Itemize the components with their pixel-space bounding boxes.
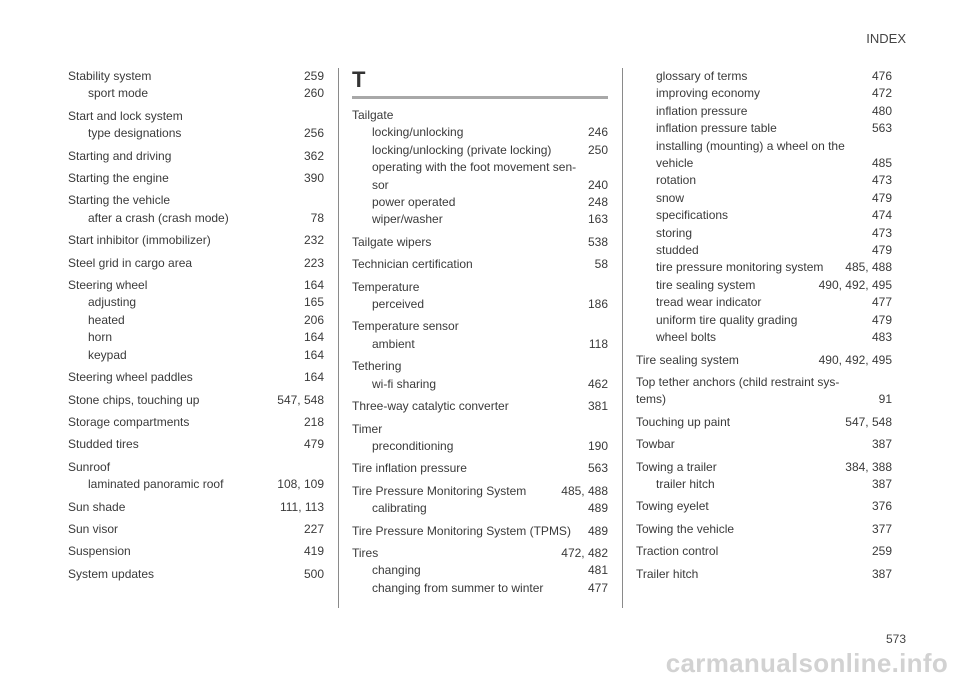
page-reference: 91	[878, 392, 892, 407]
index-term: tire pressure monitoring system	[656, 260, 824, 275]
index-subentry	[68, 125, 324, 142]
index-entry	[352, 545, 608, 597]
section-header: INDEX	[866, 31, 906, 46]
index-subentry	[636, 242, 892, 259]
index-entry-line	[352, 421, 608, 438]
index-column-3	[636, 68, 892, 588]
index-subentry	[68, 329, 324, 346]
index-term: specifications	[656, 208, 729, 223]
page-reference: 474	[871, 208, 892, 223]
index-subentry	[352, 177, 608, 194]
index-entry-line	[352, 398, 608, 415]
index-term: Towing the vehicle	[636, 521, 735, 536]
index-subentry	[68, 347, 324, 364]
index-term: Start inhibitor (immobilizer)	[68, 233, 211, 248]
page-reference: 232	[303, 233, 324, 248]
index-subentry	[68, 294, 324, 311]
index-term: after a crash (crash mode)	[88, 210, 229, 225]
index-term: vehicle	[656, 156, 694, 171]
index-term: installing (mounting) a wheel on the	[656, 138, 845, 153]
index-entry-line	[636, 414, 892, 431]
index-entry	[68, 392, 324, 409]
index-entry	[68, 521, 324, 538]
index-entry	[636, 374, 892, 409]
column-divider	[622, 68, 623, 608]
index-term: Temperature sensor	[352, 319, 459, 334]
page-reference: 78	[310, 210, 324, 225]
index-entry-line	[352, 358, 608, 375]
page-reference: 479	[871, 190, 892, 205]
index-entry-line	[68, 543, 324, 560]
index-subentry	[352, 562, 608, 579]
page-reference: 390	[303, 171, 324, 186]
index-entry-line	[636, 543, 892, 560]
index-term: ambient	[372, 336, 415, 351]
index-term: power operated	[372, 195, 456, 210]
index-entry	[68, 566, 324, 583]
index-entry-line	[636, 352, 892, 369]
page-reference: 165	[303, 295, 324, 310]
index-term: Tires	[352, 545, 379, 560]
page-reference: 377	[871, 521, 892, 536]
page-reference: 164	[303, 347, 324, 362]
index-term: Suspension	[68, 544, 131, 559]
index-entry-line	[68, 392, 324, 409]
page-reference: 538	[587, 234, 608, 249]
index-entry	[352, 398, 608, 415]
column-divider	[338, 68, 339, 608]
index-subentry	[636, 329, 892, 346]
page-reference: 472	[871, 86, 892, 101]
index-subentry	[636, 259, 892, 276]
page-reference: 223	[303, 255, 324, 270]
index-subentry	[352, 142, 608, 159]
index-term: Touching up paint	[636, 414, 731, 429]
page-reference: 477	[871, 295, 892, 310]
page-reference: 473	[871, 173, 892, 188]
index-term: Start and lock system	[68, 108, 183, 123]
index-term: Technician certification	[352, 257, 473, 272]
index-term: inflation pressure table	[656, 121, 777, 136]
index-subentry	[352, 376, 608, 393]
index-term: heated	[88, 312, 125, 327]
index-term: Tailgate	[352, 108, 394, 122]
index-term: System updates	[68, 566, 155, 581]
index-entry	[68, 436, 324, 453]
index-term: sor	[372, 177, 389, 192]
page-reference: 218	[303, 414, 324, 429]
index-subentry	[352, 296, 608, 313]
index-column-2	[352, 68, 608, 602]
index-term: Starting and driving	[68, 148, 172, 163]
index-entry	[68, 148, 324, 165]
index-entry	[68, 543, 324, 560]
index-entry	[68, 192, 324, 227]
index-entry	[636, 566, 892, 583]
index-term: Studded tires	[68, 437, 139, 452]
index-subentry	[352, 194, 608, 211]
index-term: Starting the engine	[68, 171, 169, 186]
index-term: Tire sealing system	[636, 352, 739, 367]
index-entry	[68, 232, 324, 249]
index-term: snow	[656, 190, 685, 205]
page-reference: 227	[303, 521, 324, 536]
page-reference: 246	[587, 125, 608, 140]
page-reference: 472, 482	[561, 545, 608, 560]
index-entry	[68, 459, 324, 494]
page-reference: 164	[303, 370, 324, 385]
index-entry-line	[68, 68, 324, 85]
index-entry-line	[68, 232, 324, 249]
index-term: inflation pressure	[656, 103, 748, 118]
page-reference: 462	[587, 376, 608, 391]
index-entry-continuation	[636, 391, 892, 408]
index-term: locking/unlocking	[372, 125, 464, 140]
page-reference: 118	[588, 336, 608, 351]
index-term: changing	[372, 563, 421, 578]
index-subentry	[636, 138, 892, 155]
index-term: sport mode	[88, 86, 149, 101]
index-term: wheel bolts	[656, 330, 717, 345]
index-entry	[68, 108, 324, 143]
index-entry	[352, 256, 608, 273]
index-term: Temperature	[352, 279, 420, 294]
index-entry-line	[68, 566, 324, 583]
index-entry	[352, 358, 608, 393]
page-reference: 477	[587, 580, 608, 595]
index-entry	[636, 414, 892, 431]
index-subentry	[636, 68, 892, 85]
index-entry-line	[352, 483, 608, 500]
index-subentry	[68, 85, 324, 102]
index-term: Sunroof	[68, 459, 111, 474]
page-reference: 58	[594, 257, 608, 272]
index-entry	[636, 498, 892, 515]
page-reference: 479	[871, 243, 892, 258]
page-reference: 186	[587, 297, 608, 312]
page-reference: 473	[871, 225, 892, 240]
page-reference: 164	[303, 278, 324, 293]
index-entry-line	[68, 521, 324, 538]
page-reference: 259	[871, 544, 892, 559]
index-subentry	[636, 476, 892, 493]
page-reference: 250	[587, 142, 608, 157]
index-entry	[68, 255, 324, 272]
index-entry	[68, 369, 324, 386]
index-term: operating with the foot movement sen-	[372, 160, 577, 175]
page-reference: 481	[587, 563, 608, 578]
page-reference: 387	[871, 437, 892, 452]
index-subentry	[68, 476, 324, 493]
index-entry-line	[352, 523, 608, 540]
index-subentry	[352, 580, 608, 597]
index-entry-line	[68, 414, 324, 431]
page-reference: 479	[303, 437, 324, 452]
page-reference: 476	[871, 69, 892, 83]
index-entry	[352, 234, 608, 251]
index-term: Stability system	[68, 69, 152, 83]
page-reference: 489	[587, 523, 608, 538]
index-entry-line	[68, 436, 324, 453]
index-term: Starting the vehicle	[68, 193, 171, 208]
page-reference: 248	[587, 195, 608, 210]
index-subentry	[352, 124, 608, 141]
index-entry-line	[68, 499, 324, 516]
index-entry	[352, 318, 608, 353]
index-term: Towing eyelet	[636, 499, 709, 514]
index-term: tread wear indicator	[656, 295, 762, 310]
index-term: tems)	[636, 392, 666, 407]
index-term: Sun shade	[68, 499, 126, 514]
page-reference: 547, 548	[277, 392, 324, 407]
index-entry	[636, 436, 892, 453]
index-term: storing	[656, 225, 693, 240]
page-reference: 387	[871, 566, 892, 581]
index-term: perceived	[372, 297, 425, 312]
index-term: trailer hitch	[656, 476, 715, 491]
index-term: tire sealing system	[656, 277, 756, 292]
index-term: Tethering	[352, 359, 402, 374]
index-entry	[68, 170, 324, 187]
index-subentry	[636, 207, 892, 224]
index-letter-heading: T	[352, 68, 608, 99]
index-subentry	[352, 159, 608, 176]
index-entry-line	[352, 107, 608, 124]
page-reference: 259	[303, 69, 324, 83]
index-term: uniform tire quality grading	[656, 312, 798, 327]
index-entry-line	[352, 460, 608, 477]
index-term: Tailgate wipers	[352, 234, 432, 249]
index-entry	[68, 277, 324, 364]
index-term: glossary of terms	[656, 69, 748, 83]
index-term: changing from summer to winter	[372, 580, 544, 595]
index-term: locking/unlocking (private locking)	[372, 142, 552, 157]
page-reference: 485, 488	[845, 260, 892, 275]
index-subentry	[636, 190, 892, 207]
index-term: Tire Pressure Monitoring System (TPMS)	[352, 523, 571, 538]
page-reference: 479	[871, 312, 892, 327]
index-subentry	[636, 294, 892, 311]
page-number: 573	[885, 632, 906, 646]
index-term: adjusting	[88, 295, 137, 310]
page-reference: 419	[303, 544, 324, 559]
index-entry-line	[636, 436, 892, 453]
index-term: Stone chips, touching up	[68, 392, 200, 407]
index-subentry	[636, 120, 892, 137]
index-term: Three-way catalytic converter	[352, 399, 509, 414]
index-subentry	[352, 438, 608, 455]
index-term: Storage compartments	[68, 414, 190, 429]
index-subentry	[636, 85, 892, 102]
index-entry	[636, 459, 892, 494]
index-term: keypad	[88, 347, 127, 362]
index-entry-line	[68, 255, 324, 272]
index-term: type designations	[88, 126, 182, 141]
page-reference: 500	[303, 566, 324, 581]
index-entry-line	[68, 192, 324, 209]
page-reference: 387	[871, 476, 892, 491]
index-entry-line	[636, 498, 892, 515]
index-entry-line	[68, 148, 324, 165]
index-entry-line	[636, 521, 892, 538]
page-reference: 260	[303, 86, 324, 101]
index-term: calibrating	[372, 501, 427, 516]
index-entry-line	[68, 170, 324, 187]
index-entry-line	[352, 279, 608, 296]
page-reference: 485	[871, 156, 892, 171]
index-term: Sun visor	[68, 521, 119, 536]
page-reference: 256	[303, 126, 324, 141]
index-term: Towbar	[636, 437, 675, 452]
index-entry	[636, 68, 892, 347]
index-entry	[68, 499, 324, 516]
index-term: Steel grid in cargo area	[68, 255, 193, 270]
index-entry-line	[636, 566, 892, 583]
index-term: laminated panoramic roof	[88, 477, 224, 492]
index-entry-line	[68, 459, 324, 476]
index-term: Traction control	[636, 544, 719, 559]
page-reference: 483	[871, 330, 892, 345]
index-entry-line	[636, 459, 892, 476]
index-entry	[352, 523, 608, 540]
index-subentry	[352, 500, 608, 517]
index-entry	[68, 68, 324, 103]
index-term: Timer	[352, 421, 383, 436]
index-subentry	[636, 277, 892, 294]
index-subentry	[68, 312, 324, 329]
index-entry	[636, 521, 892, 538]
page-reference: 362	[303, 148, 324, 163]
page-reference: 384, 388	[845, 459, 892, 474]
index-term: Tire Pressure Monitoring System	[352, 483, 527, 498]
index-subentry	[636, 172, 892, 189]
index-term: Tire inflation pressure	[352, 461, 467, 476]
index-term: horn	[88, 330, 113, 345]
page-reference: 381	[587, 399, 608, 414]
page-reference: 240	[587, 177, 608, 192]
index-subentry	[352, 211, 608, 228]
index-term: wi-fi sharing	[372, 376, 437, 391]
index-entry	[636, 352, 892, 369]
index-entry	[352, 421, 608, 456]
index-entry	[352, 460, 608, 477]
index-entry-line	[352, 234, 608, 251]
page-reference: 164	[303, 330, 324, 345]
index-term: Towing a trailer	[636, 459, 717, 474]
index-entry-line	[352, 545, 608, 562]
index-entry-line	[352, 318, 608, 335]
page-reference: 563	[587, 461, 608, 476]
page-reference: 547, 548	[845, 414, 892, 429]
index-subentry	[636, 155, 892, 172]
index-term: Trailer hitch	[636, 566, 699, 581]
index-entry	[352, 483, 608, 518]
index-entry-line	[68, 108, 324, 125]
page-reference: 376	[871, 499, 892, 514]
index-entry	[352, 107, 608, 229]
index-column-1	[68, 68, 324, 588]
index-entry-line	[352, 256, 608, 273]
watermark: carmanualsonline.info	[665, 648, 948, 678]
page-reference: 163	[587, 212, 608, 227]
index-subentry	[352, 336, 608, 353]
index-entry-line	[68, 369, 324, 386]
index-term: Top tether anchors (child restraint sys-	[636, 374, 840, 389]
page-reference: 489	[587, 501, 608, 516]
index-subentry	[68, 210, 324, 227]
page-reference: 480	[871, 103, 892, 118]
index-entry-line	[636, 374, 892, 391]
index-subentry	[636, 103, 892, 120]
index-term: improving economy	[656, 86, 761, 101]
index-term: Steering wheel paddles	[68, 370, 193, 385]
index-entry-line	[68, 277, 324, 294]
page-reference: 485, 488	[561, 483, 608, 498]
index-subentry	[636, 312, 892, 329]
page-reference: 111, 113	[279, 499, 324, 514]
index-term: studded	[656, 243, 699, 258]
page-reference: 490, 492, 495	[818, 352, 892, 367]
index-entry	[68, 414, 324, 431]
index-term: wiper/washer	[372, 212, 443, 227]
page-reference: 490, 492, 495	[818, 277, 892, 292]
page-reference: 190	[587, 438, 608, 453]
page-reference: 206	[303, 312, 324, 327]
index-entry	[352, 279, 608, 314]
index-term: rotation	[656, 173, 697, 188]
index-entry	[636, 543, 892, 560]
page-reference: 563	[871, 121, 892, 136]
index-subentry	[636, 225, 892, 242]
page-reference: 108, 109	[277, 477, 324, 492]
index-term: Steering wheel	[68, 278, 148, 293]
index-term: preconditioning	[372, 438, 454, 453]
